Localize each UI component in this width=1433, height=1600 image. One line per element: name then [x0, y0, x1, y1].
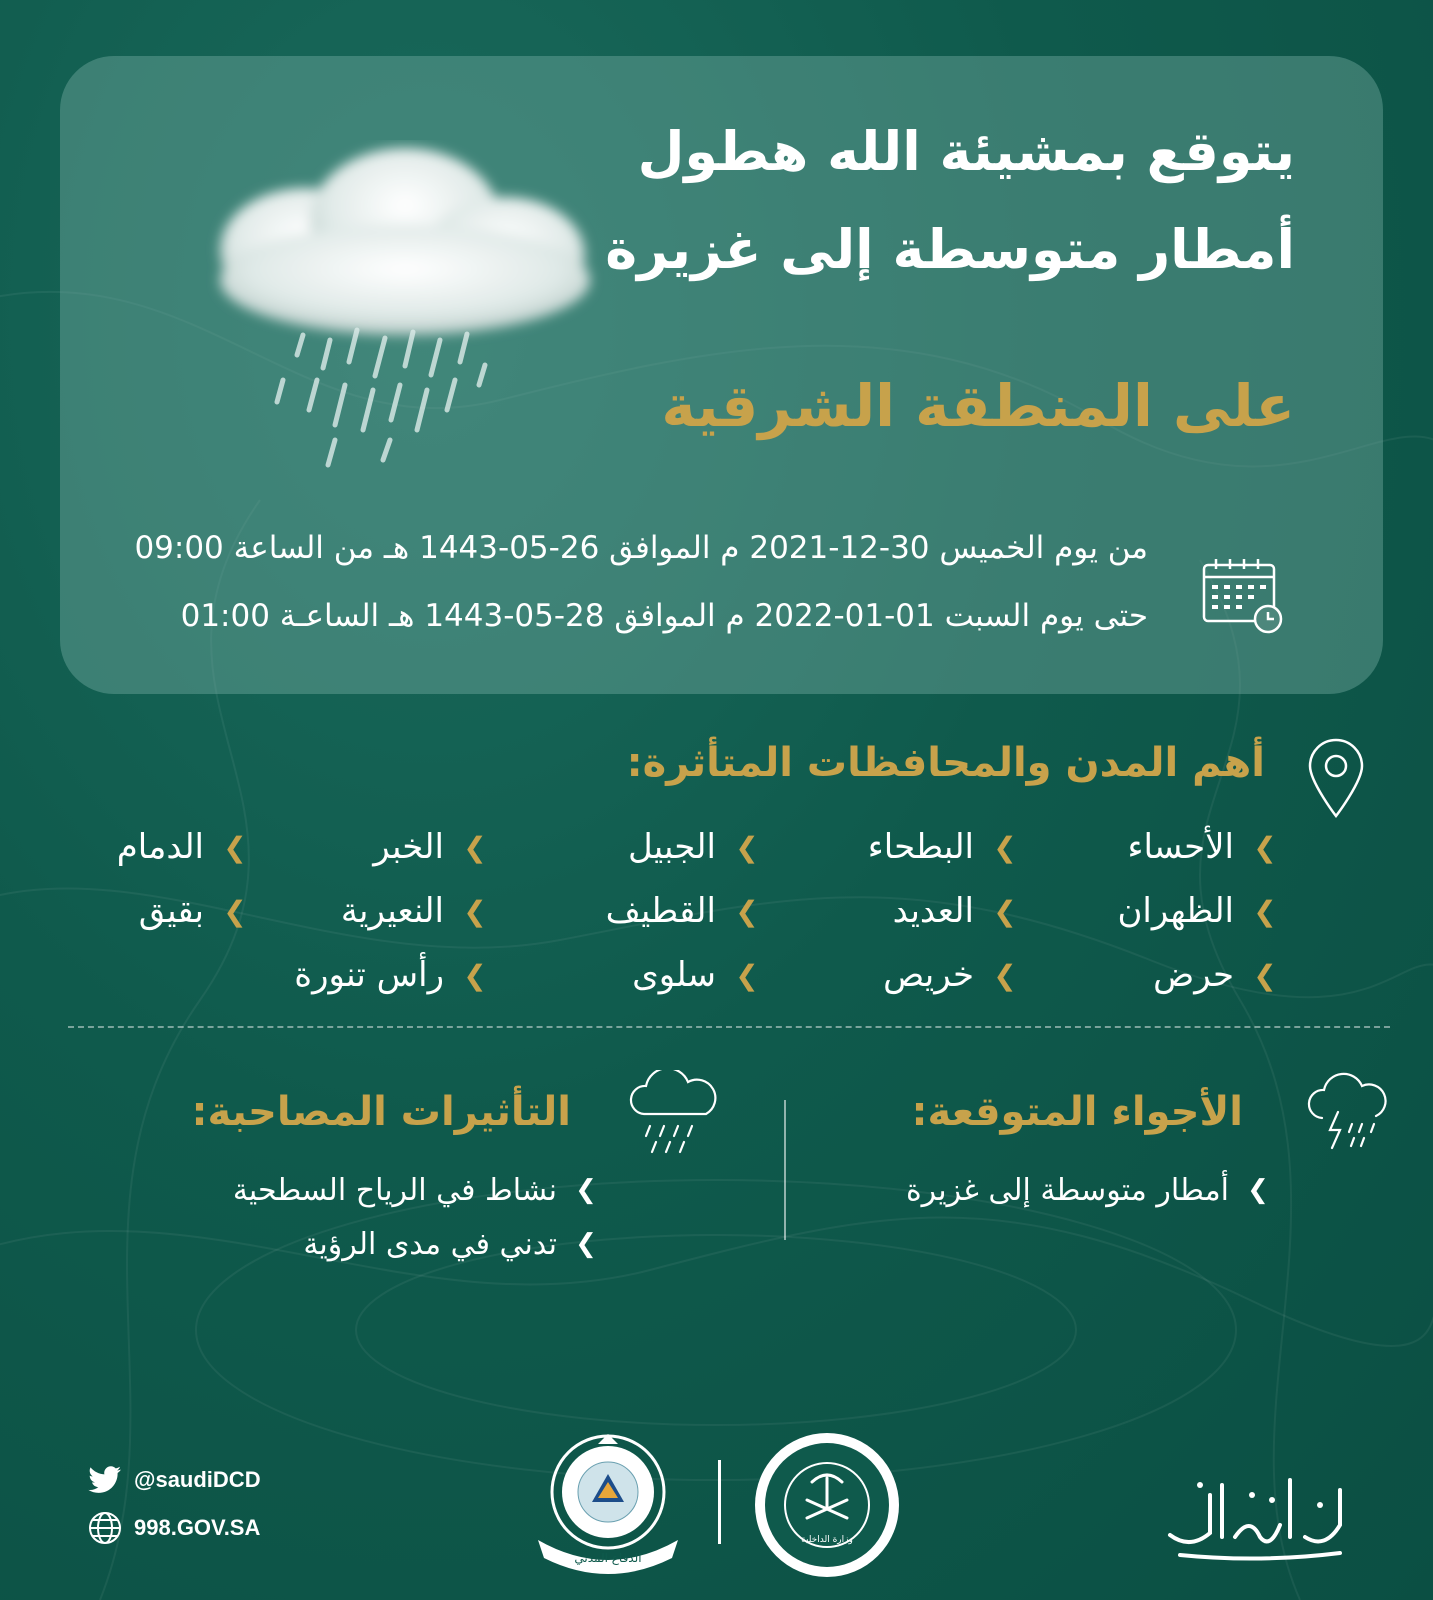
- city-item: ❮ الخبر: [373, 822, 490, 872]
- chevron-left-icon: ❮: [575, 1229, 597, 1259]
- chevron-left-icon: ❮: [735, 958, 759, 992]
- chevron-left-icon: ❮: [463, 894, 487, 928]
- ministry-emblem-text: وزارة الداخلية: [801, 1535, 853, 1545]
- prevention-slogan-logo: [1160, 1455, 1350, 1565]
- expected-item: ❮ أمطار متوسطة إلى غزيرة: [906, 1168, 1273, 1212]
- chevron-left-icon: ❮: [735, 830, 759, 864]
- city-item: ❮ الدمام: [117, 822, 250, 872]
- city-item: ❮ الجبيل: [628, 822, 762, 872]
- city-item: ❮ الظهران: [1117, 886, 1280, 936]
- chevron-left-icon: ❮: [463, 830, 487, 864]
- civil-defense-emblem: [528, 1430, 688, 1575]
- city-item: ❮ البطحاء: [868, 822, 1020, 872]
- effects-item: ❮ نشاط في الرياح السطحية: [233, 1168, 601, 1212]
- calendar-icon: [1200, 555, 1290, 635]
- cities-list: [90, 822, 1280, 1012]
- city-item: ❮ خريص: [883, 950, 1020, 1000]
- civil-defense-emblem-text: الدفاع المدني: [574, 1551, 642, 1565]
- twitter-handle[interactable]: @saudiDCD: [88, 1460, 261, 1500]
- chevron-left-icon: ❮: [735, 894, 759, 928]
- chevron-left-icon: ❮: [993, 830, 1017, 864]
- website-link[interactable]: 998.GOV.SA: [88, 1508, 260, 1548]
- region-title: على المنطقة الشرقية: [661, 372, 1295, 440]
- rain-cloud-small-icon: [628, 1070, 720, 1160]
- ministry-emblem: [752, 1430, 902, 1580]
- headline-line-1: يتوقع بمشيئة الله هطول: [637, 120, 1295, 183]
- city-item: ❮ القطيف: [606, 886, 762, 936]
- city-item: ❮ بقيق: [139, 886, 250, 936]
- city-item: ❮ سلوى: [632, 950, 762, 1000]
- chevron-left-icon: ❮: [993, 894, 1017, 928]
- vertical-divider: [784, 1100, 786, 1240]
- headline: [595, 118, 1295, 314]
- city-item: ❮ النعيرية: [341, 886, 490, 936]
- chevron-left-icon: ❮: [223, 894, 247, 928]
- chevron-left-icon: ❮: [463, 958, 487, 992]
- chevron-left-icon: ❮: [993, 958, 1017, 992]
- date-range: [98, 528, 1148, 664]
- chevron-left-icon: ❮: [1253, 958, 1277, 992]
- city-item: ❮ الأحساء: [1127, 822, 1280, 872]
- city-item: ❮ حرض: [1153, 950, 1280, 1000]
- cities-title: أهم المدن والمحافظات المتأثرة:: [626, 740, 1265, 786]
- location-pin-icon: [1306, 738, 1366, 820]
- date-to: حتى يوم السبت 01-01-2022 م الموافق 28-05-1443 هـ الساعـة 01:00: [180, 598, 1148, 634]
- effects-item: ❮ تدني في مدى الرؤية: [303, 1222, 601, 1266]
- chevron-left-icon: ❮: [1247, 1175, 1269, 1205]
- date-from: من يوم الخميس 30-12-2021 م الموافق 26-05-1443 هـ من الساعة 09:00: [134, 530, 1148, 566]
- city-item: ❮ العديد: [893, 886, 1020, 936]
- effects-title: التأثيرات المصاحبة:: [191, 1089, 571, 1135]
- chevron-left-icon: ❮: [1253, 830, 1277, 864]
- twitter-icon: [88, 1466, 122, 1494]
- chevron-left-icon: ❮: [575, 1175, 597, 1205]
- headline-line-2: أمطار متوسطة إلى غزيرة: [605, 218, 1295, 281]
- chevron-left-icon: ❮: [1253, 894, 1277, 928]
- section-divider: [68, 1026, 1390, 1028]
- storm-cloud-icon: [1304, 1072, 1388, 1156]
- logo-separator: [718, 1460, 721, 1544]
- chevron-left-icon: ❮: [223, 830, 247, 864]
- city-item: ❮ رأس تنورة: [294, 950, 490, 1000]
- expected-title: الأجواء المتوقعة:: [911, 1089, 1243, 1135]
- globe-icon: [88, 1511, 122, 1545]
